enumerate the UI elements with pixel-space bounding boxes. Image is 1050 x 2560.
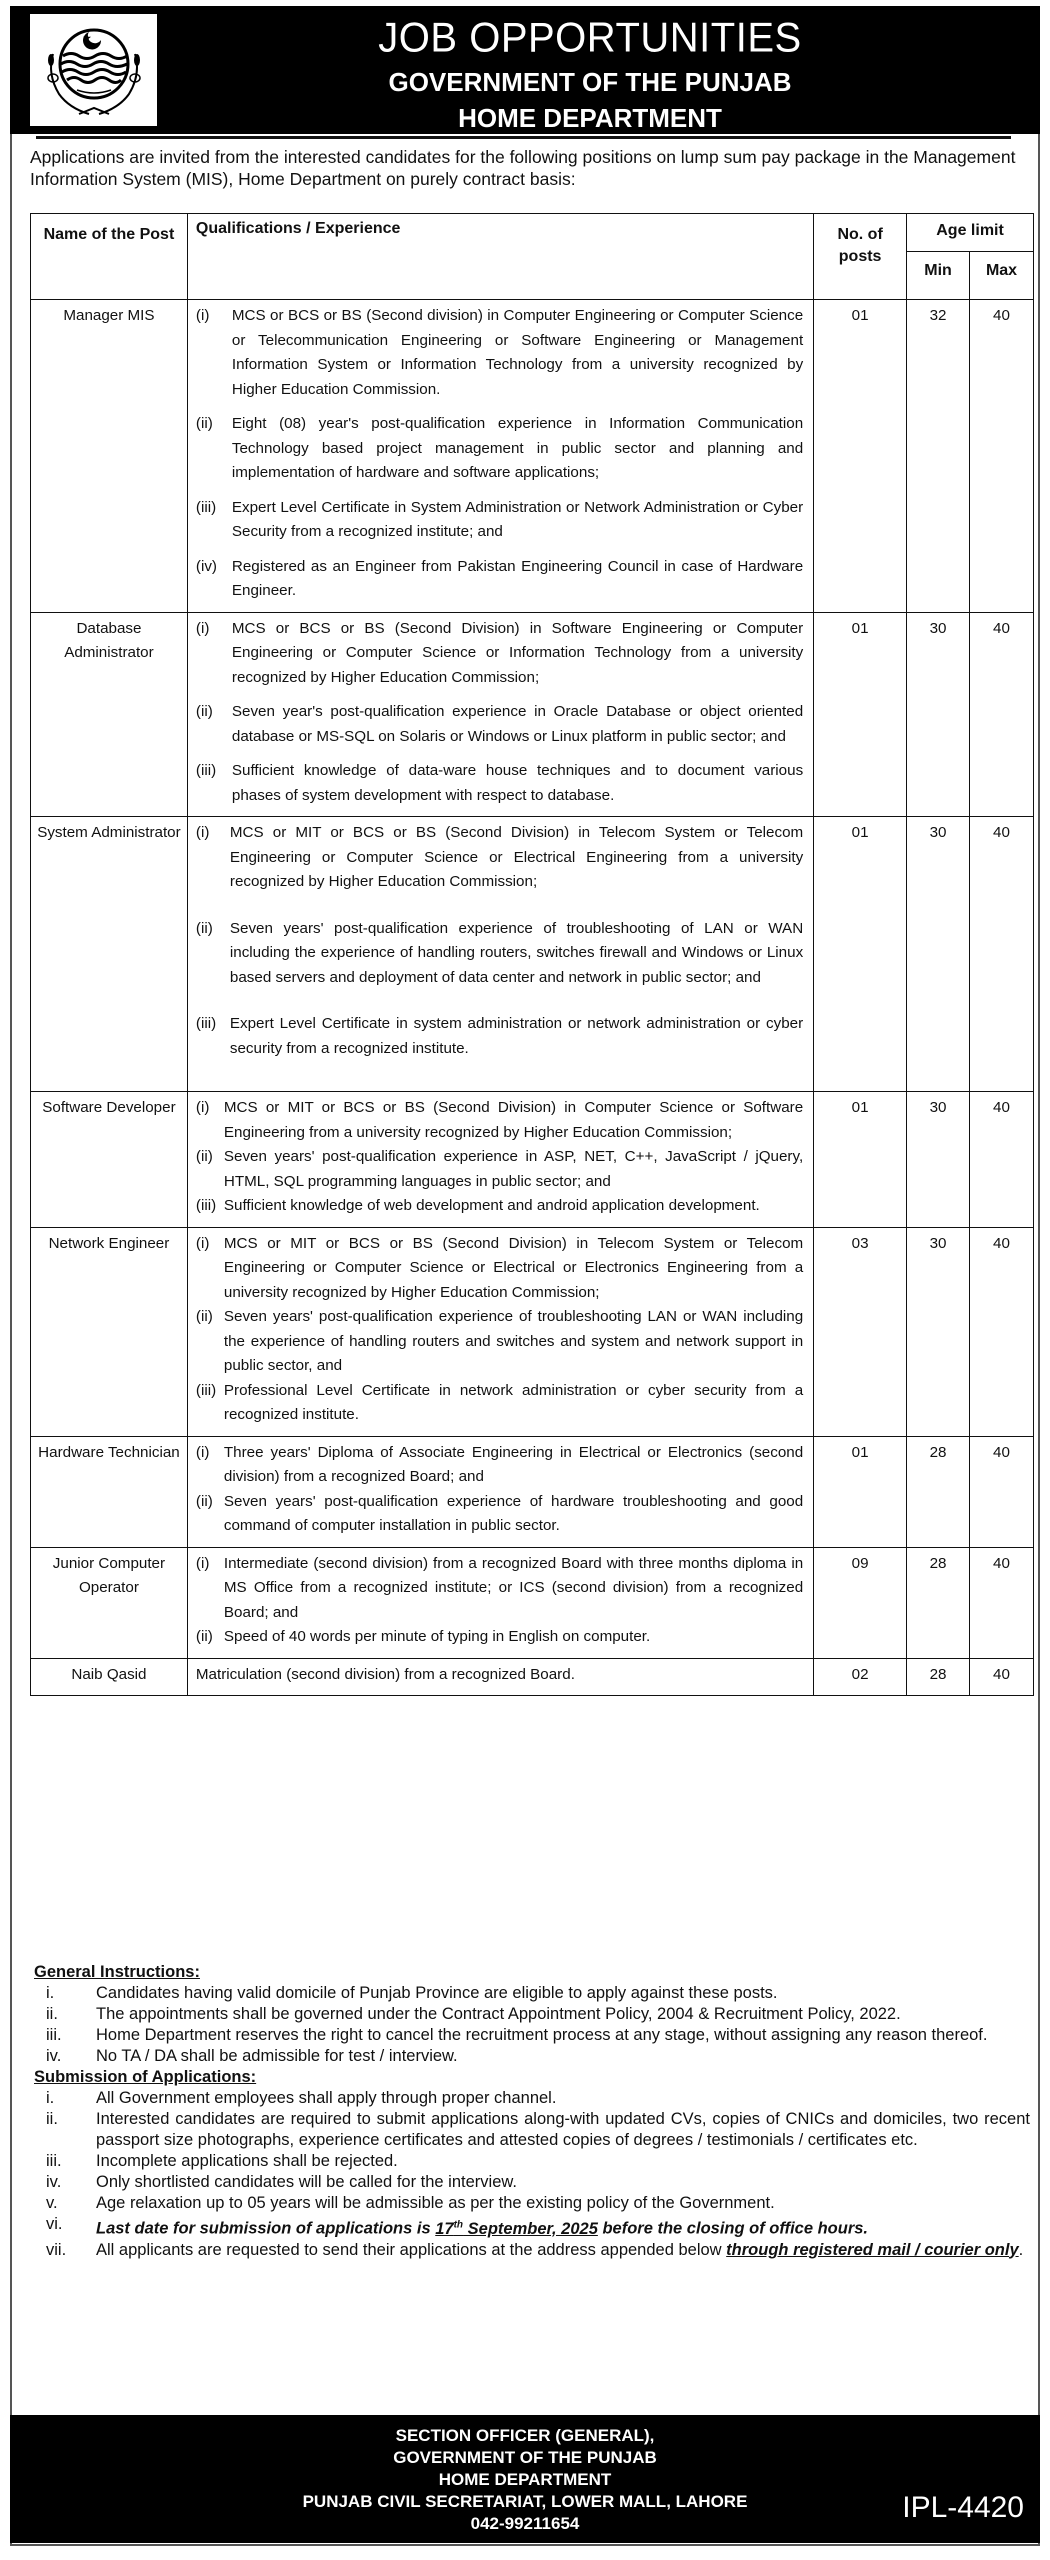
age-min: 28 (907, 1547, 970, 1658)
qualification-item (196, 617, 803, 691)
qualification-text: Seven year's post-qualification experience in Oracle Database or object oriented database or MS-SQL on Solaris or Windows or Linux platform in public sector; and (231, 703, 804, 745)
no-of-posts: 01 (814, 1092, 907, 1228)
qualifications-cell (187, 612, 813, 817)
deadline-month-year: September, 2025 (463, 2219, 598, 2238)
list-item (34, 2109, 1034, 2151)
table-row (31, 1436, 1034, 1547)
qualification-text: MCS or BCS or BS (Second division) in Computer Engineering or Computer Science or Telecommunication Engineering or Software Engineering or Management Information System or Information Technology from a university recognized by Higher Education Commission. (231, 307, 804, 398)
qualification-item (196, 700, 803, 749)
no-of-posts: 02 (814, 1658, 907, 1696)
footer-government: GOVERNMENT OF THE PUNJAB (393, 2448, 657, 2467)
footer-phone: 042-99211654 (470, 2514, 580, 2533)
qualification-item (196, 496, 803, 545)
item-text: All Government employees shall apply through proper channel. (96, 2089, 557, 2107)
qualification-text: Seven years' post-qualification experience in ASP, NET, C++, JavaScript / jQuery, HTML, SQL programming languages in public sector; and (223, 1148, 804, 1190)
no-of-posts: 01 (814, 300, 907, 613)
age-min: 32 (907, 300, 970, 613)
header-age-min: Min (907, 252, 970, 300)
age-max: 40 (970, 300, 1034, 613)
header-post-name: Name of the Post (31, 214, 188, 300)
qualification-text: Sufficient knowledge of web development and android application development. (223, 1197, 760, 1214)
item-number: (i) (195, 1099, 210, 1116)
item-text: The appointments shall be governed under the Contract Appointment Policy, 2004 & Recruitment Policy, 2022. (96, 2005, 901, 2023)
positions-table (30, 213, 1034, 1696)
submission-title: Submission of Applications: (34, 2068, 257, 2086)
department-name: HOME DEPARTMENT (458, 103, 722, 133)
post-name: Network Engineer (31, 1227, 188, 1436)
general-instructions-list (34, 1983, 1034, 2067)
qualifications-cell (187, 1658, 813, 1696)
qualification-text: Speed of 40 words per minute of typing in English on computer. (223, 1628, 651, 1645)
qualification-text: MCS or MIT or BCS or BS (Second Division) in Computer Science or Software Engineering from a university recognized by Higher Education Commission; (223, 1099, 804, 1141)
list-item-deadline (34, 2214, 1034, 2240)
item-number: ii. (46, 2005, 58, 2023)
qualification-text: Sufficient knowledge of data-ware house techniques and to document various phases of system development with respect to database. (231, 762, 804, 804)
delivery-emphasis: through registered mail / courier only (726, 2240, 1019, 2259)
item-text: Home Department reserves the right to cancel the recruitment process at any stage, without assigning any reason thereof. (96, 2026, 988, 2044)
header-divider (36, 136, 1011, 139)
qualification-item (196, 1145, 803, 1194)
footer-officer: SECTION OFFICER (GENERAL), (395, 2426, 655, 2445)
general-instructions-title: General Instructions: (34, 1963, 200, 1981)
item-number: (i) (195, 1554, 210, 1572)
qualification-text: Three years' Diploma of Associate Engineering in Electrical or Electronics (second division) from a recognized Board; and (223, 1443, 804, 1485)
header-age-limit: Age limit (907, 214, 1034, 252)
qualification-item (196, 1663, 803, 1688)
qualification-item (196, 1232, 803, 1306)
item-number: (i) (195, 1443, 210, 1461)
table-row (31, 1227, 1034, 1436)
deadline-day-suffix: th (453, 2219, 464, 2230)
table-row (31, 612, 1034, 817)
qualification-item (196, 1194, 803, 1219)
qualification-item (196, 412, 803, 486)
deadline-date (435, 2220, 598, 2238)
delivery-suffix: . (1018, 2240, 1024, 2259)
qualification-text: MCS or MIT or BCS or BS (Second Division) in Telecom System or Telecom Engineering or Computer Science or Electrical Engineering from a university recognized by Higher Education Commission; (229, 824, 804, 890)
table-body (31, 300, 1034, 1696)
intro-paragraph: Applications are invited from the interested candidates for the following positions on lump sum pay package in the Management Information System (MIS), Home Department on purely contract basis: (30, 147, 1016, 189)
age-min: 30 (907, 817, 970, 1092)
item-number: vi. (46, 2215, 63, 2233)
no-of-posts: 01 (814, 612, 907, 817)
post-name: Manager MIS (31, 300, 188, 613)
qualification-item (196, 1625, 803, 1650)
item-number: (iii) (195, 762, 217, 779)
item-number: ii. (46, 2110, 58, 2128)
qualification-text: Eight (08) year's post-qualification experience in Information Communication Technology based project management in public sector and planning and implementation of hardware and software applications; (231, 415, 804, 481)
item-text: Only shortlisted candidates will be called for the interview. (96, 2173, 517, 2191)
item-text: Incomplete applications shall be rejected. (96, 2152, 398, 2170)
header-banner (10, 6, 1040, 134)
age-max: 40 (970, 1658, 1034, 1696)
post-name: Junior Computer Operator (31, 1547, 188, 1658)
qualifications-cell (187, 1436, 813, 1547)
qualification-item (196, 759, 803, 808)
qualification-item (196, 1379, 803, 1428)
qualification-item (196, 1441, 803, 1490)
age-min: 30 (907, 1092, 970, 1228)
deadline-text (96, 2214, 1034, 2240)
qualification-text: MCS or BCS or BS (Second Division) in Software Engineering or Computer Engineering or Computer Science or Information Technology from a university recognized by Higher Education Commission; (231, 619, 804, 686)
item-number: v. (46, 2194, 58, 2212)
item-number: iii. (46, 2026, 62, 2044)
item-number: iv. (46, 2173, 62, 2191)
qualification-text: Intermediate (second division) from a recognized Board with three months diploma in MS Office from a recognized institute; or ICS (second division) from a recognized Board; and (223, 1554, 804, 1621)
qualifications-cell (187, 817, 813, 1092)
item-number: iv. (46, 2047, 62, 2065)
ad-reference-code: IPL-4420 (902, 2491, 1024, 2524)
item-number: (iii) (195, 1381, 217, 1399)
age-min: 30 (907, 1227, 970, 1436)
deadline-prefix: Last date for submission of applications is (96, 2219, 436, 2238)
item-number: (ii) (195, 1628, 213, 1645)
header-no-of-posts: No. of posts (814, 214, 907, 300)
qualification-item (196, 917, 803, 991)
footer-department: HOME DEPARTMENT (438, 2470, 612, 2489)
item-number: (ii) (195, 1148, 213, 1165)
post-name: Naib Qasid (31, 1658, 188, 1696)
qualification-item (196, 1552, 803, 1626)
table-row (31, 300, 1034, 613)
qualifications-cell (187, 1227, 813, 1436)
item-number: (ii) (195, 1308, 213, 1325)
item-number: (ii) (195, 703, 213, 720)
item-number: (i) (195, 824, 210, 841)
age-max: 40 (970, 1436, 1034, 1547)
submission-list (34, 2088, 1034, 2214)
header-age-max: Max (970, 252, 1034, 300)
punjab-emblem-icon (30, 14, 157, 126)
item-number: (i) (195, 1234, 210, 1252)
qualification-text: Seven years' post-qualification experience of troubleshooting of LAN or WAN including the experience of handling routers, switches firewall and Windows or Linux based servers and deployment of data center and network in public sector; and (229, 919, 804, 986)
qualification-text: Seven years' post-qualification experience of hardware troubleshooting and good command of computer installation in public sector. (223, 1492, 804, 1534)
qualification-text: Expert Level Certificate in System Administration or Network Administration or Cyber Security from a recognized institute; and (231, 498, 804, 540)
qualification-text: Professional Level Certificate in network administration or cyber security from a recognized institute. (223, 1381, 804, 1423)
header-qualifications: Qualifications / Experience (187, 214, 813, 300)
list-item (34, 1983, 1034, 2004)
age-max: 40 (970, 1092, 1034, 1228)
qualifications-cell (187, 1547, 813, 1658)
qualification-text: Registered as an Engineer from Pakistan Engineering Council in case of Hardware Engineer. (231, 557, 804, 599)
delivery-prefix: All applicants are requested to send their applications at the address appended below (96, 2240, 727, 2259)
delivery-text (96, 2240, 1034, 2261)
post-name: Database Administrator (31, 612, 188, 817)
list-item (34, 2088, 1034, 2109)
qualification-item (196, 821, 803, 895)
list-item (34, 2004, 1034, 2025)
item-text: Age relaxation up to 05 years will be admissible as per the existing policy of the Government. (96, 2194, 775, 2212)
age-max: 40 (970, 817, 1034, 1092)
age-min: 28 (907, 1658, 970, 1696)
item-number: (iv) (195, 557, 217, 575)
qualification-item (196, 1490, 803, 1539)
no-of-posts: 01 (814, 1436, 907, 1547)
item-number: i. (46, 2089, 55, 2107)
footer-address-banner (10, 2415, 1040, 2543)
qualification-text: Expert Level Certificate in system administration or network administration or cyber security from a recognized institute. (229, 1015, 804, 1057)
item-number: (iii) (195, 498, 217, 516)
table-row (31, 817, 1034, 1092)
item-text: Candidates having valid domicile of Punjab Province are eligible to apply against these posts. (96, 1984, 778, 2002)
list-item (34, 2025, 1034, 2046)
age-min: 30 (907, 612, 970, 817)
qualifications-cell (187, 1092, 813, 1228)
no-of-posts: 03 (814, 1227, 907, 1436)
qualification-text: Matriculation (second division) from a recognized Board. (195, 1665, 575, 1683)
age-min: 28 (907, 1436, 970, 1547)
footer-address: PUNJAB CIVIL SECRETARIAT, LOWER MALL, LAHORE (302, 2492, 748, 2511)
item-number: (iii) (195, 1197, 217, 1214)
age-max: 40 (970, 1227, 1034, 1436)
no-of-posts: 01 (814, 817, 907, 1092)
instructions-section (34, 1962, 1034, 2261)
item-number: (i) (195, 619, 210, 637)
item-number: (ii) (195, 1492, 213, 1510)
post-name: System Administrator (31, 817, 188, 1092)
page-title: JOB OPPORTUNITIES (378, 14, 802, 62)
list-item (34, 2193, 1034, 2214)
deadline-suffix: before the closing of office hours. (597, 2219, 869, 2238)
item-text: Interested candidates are required to submit applications along-with updated CVs, copies of CNICs and domiciles, two recent passport size photographs, experience certificates and attested copies of degrees / testimonials / certificates etc. (96, 2110, 1030, 2149)
table-row (31, 1547, 1034, 1658)
list-item (34, 2046, 1034, 2067)
item-number: (ii) (195, 415, 213, 432)
no-of-posts: 09 (814, 1547, 907, 1658)
qualification-item (196, 1305, 803, 1379)
organization-name: GOVERNMENT OF THE PUNJAB (388, 67, 792, 97)
table-row (31, 1092, 1034, 1228)
table-header-row (31, 214, 1034, 252)
item-number: iii. (46, 2152, 62, 2170)
qualifications-cell (187, 300, 813, 613)
qualification-item (196, 1012, 803, 1061)
item-number: (iii) (195, 1015, 217, 1032)
list-item (34, 2172, 1034, 2193)
item-number: i. (46, 1984, 55, 2002)
age-max: 40 (970, 612, 1034, 817)
age-max: 40 (970, 1547, 1034, 1658)
qualification-text: Seven years' post-qualification experience of troubleshooting LAN or WAN including the experience of handling routers and switches and system and network support in public sector, and (223, 1308, 804, 1374)
list-item-delivery (34, 2240, 1034, 2261)
qualification-item (196, 1096, 803, 1145)
post-name: Hardware Technician (31, 1436, 188, 1547)
item-number: vii. (46, 2240, 67, 2259)
item-number: (i) (195, 307, 210, 324)
deadline-day: 17 (435, 2219, 454, 2238)
qualification-text: MCS or MIT or BCS or BS (Second Division) in Telecom System or Telecom Engineering or Computer Science or Electrical or Electronics Engineering from a university recognized by Higher Education Commission; (223, 1234, 804, 1301)
table-row (31, 1658, 1034, 1696)
post-name: Software Developer (31, 1092, 188, 1228)
item-number: (ii) (195, 919, 213, 937)
qualification-item (196, 304, 803, 402)
qualification-item (196, 555, 803, 604)
item-text: No TA / DA shall be admissible for test / interview. (96, 2047, 458, 2065)
list-item (34, 2151, 1034, 2172)
